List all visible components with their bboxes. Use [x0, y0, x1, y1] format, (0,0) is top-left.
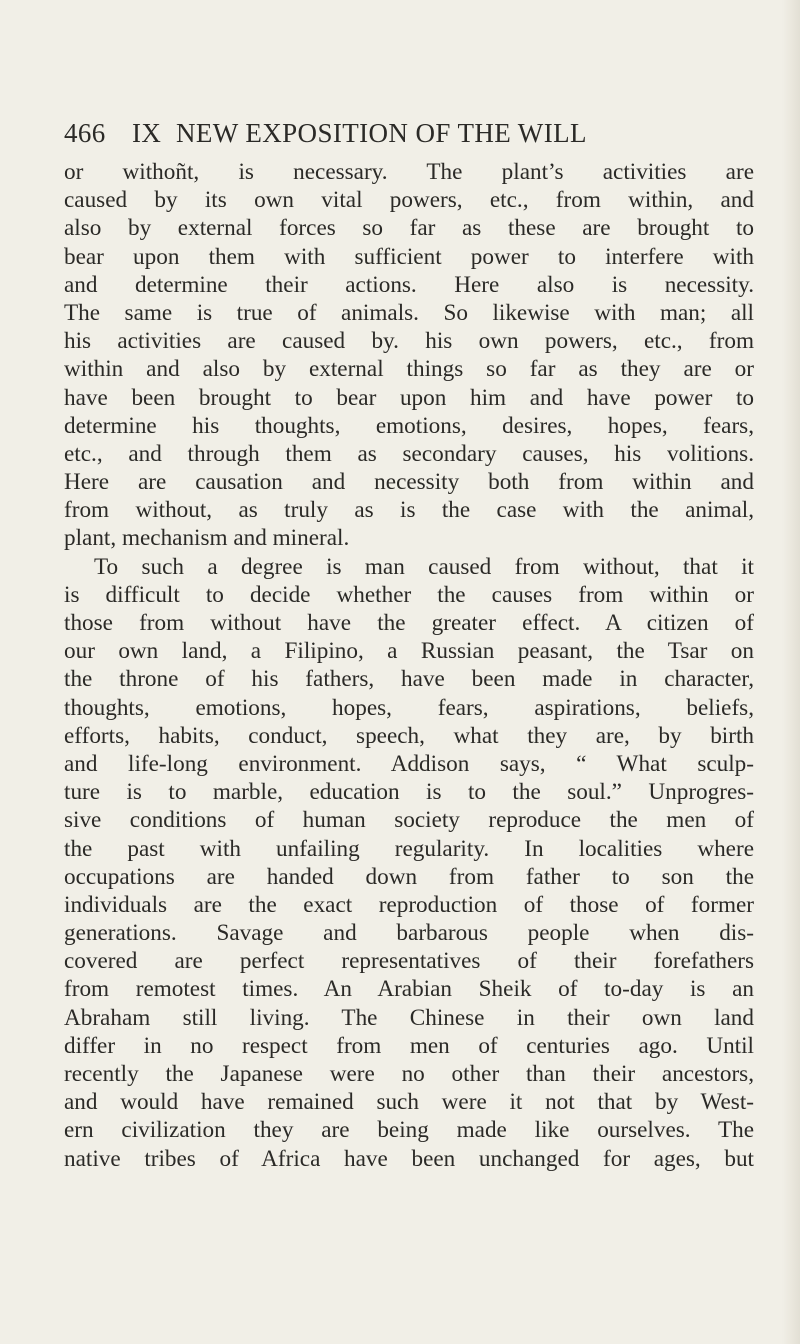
page-number: 466	[64, 118, 106, 148]
text-line: from without, as truly as is the case with the animal,	[64, 497, 754, 524]
text-line: or withoñt, is necessary. The plant’s activities are	[64, 159, 754, 185]
text-line: the past with unfailing regularity. In localities where	[64, 835, 754, 862]
text-line: have been brought to bear upon him and have power to	[64, 384, 754, 411]
text-line: recently the Japanese were no other than their ancestors,	[64, 1061, 754, 1087]
text-line: native tribes of Africa have been unchanged for ages, but	[64, 1145, 754, 1172]
chapter-title: NEW EXPOSITION OF THE WILL	[176, 118, 587, 148]
text-line: bear upon them with sufficient power to interfere with	[64, 243, 754, 270]
text-line: and would have remained such were it not that by West-	[64, 1089, 754, 1116]
page-edge-shadow	[782, 0, 800, 1344]
text-line: from remotest times. An Arabian Sheik of to-day is an	[64, 976, 754, 1003]
text-line: within and also by external things so far as they are or	[64, 356, 754, 383]
text-line: thoughts, emotions, hopes, fears, aspirations, beliefs,	[64, 694, 754, 721]
text-line: ern civilization they are being made like ourselves. The	[64, 1117, 754, 1144]
text-line: etc., and through them as secondary causes, his volitions.	[64, 440, 754, 467]
text-line: ture is to marble, education is to the soul.” Unprogres-	[64, 779, 754, 806]
chapter-numeral: IX	[132, 118, 162, 148]
text-line: Abraham still living. The Chinese in their own land	[64, 1004, 754, 1031]
text-line: Here are causation and necessity both from within and	[64, 469, 754, 496]
text-line: differ in no respect from men of centuries ago. Until	[64, 1032, 754, 1059]
text-line: sive conditions of human society reproduce the men of	[64, 807, 754, 834]
text-line: our own land, a Filipino, a Russian peasant, the Tsar on	[64, 638, 754, 665]
text-line: plant, mechanism and mineral.	[64, 525, 350, 552]
text-line: determine his thoughts, emotions, desires, hopes, fears,	[64, 412, 754, 439]
running-head	[64, 118, 764, 149]
text-line: those from without have the greater effect. A citizen of	[64, 610, 754, 636]
text-line: The same is true of animals. So likewise with man; all	[64, 299, 754, 326]
text-line: also by external forces so far as these are brought to	[64, 215, 754, 242]
text-line: covered are perfect representatives of their forefathers	[64, 948, 754, 975]
text-line: occupations are handed down from father to son the	[64, 863, 754, 890]
text-line: efforts, habits, conduct, speech, what they are, by birth	[64, 722, 754, 749]
text-line: and determine their actions. Here also is necessity.	[64, 271, 754, 298]
text-line: To such a degree is man caused from without, that it	[94, 553, 754, 580]
text-line: caused by its own vital powers, etc., from within, and	[64, 187, 754, 214]
text-line: the throne of his fathers, have been made in character,	[64, 666, 754, 693]
text-line: is difficult to decide whether the causes from within or	[64, 581, 754, 608]
text-line: individuals are the exact reproduction of those of former	[64, 891, 754, 918]
text-line: generations. Savage and barbarous people when dis-	[64, 920, 754, 947]
body-text	[64, 158, 754, 1173]
text-line: his activities are caused by. his own powers, etc., from	[64, 328, 754, 355]
text-line: and life-long environment. Addison says, “ What sculp-	[64, 750, 754, 777]
